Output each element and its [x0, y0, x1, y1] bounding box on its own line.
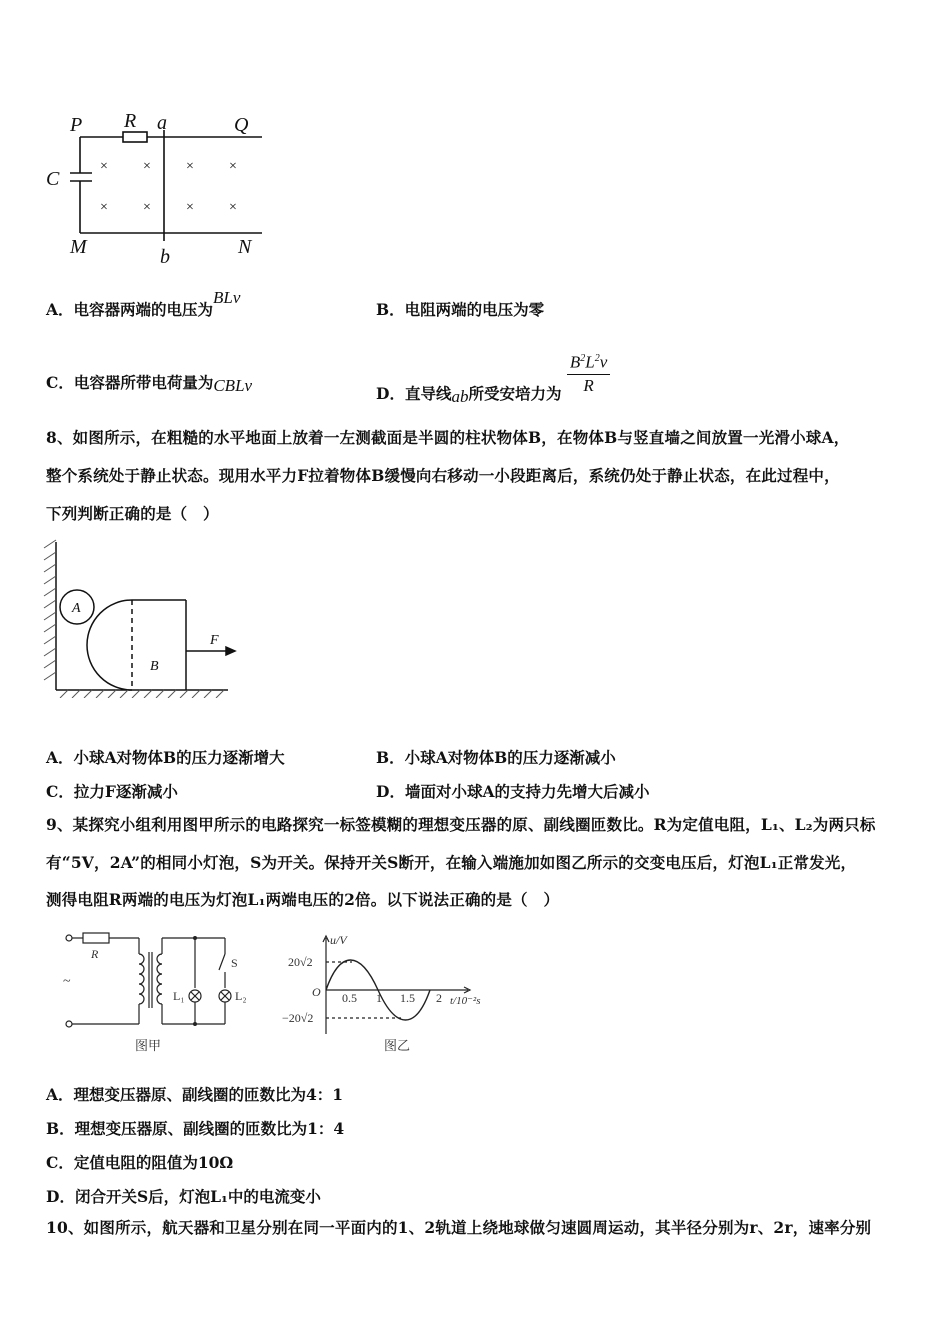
- q7-option-d-label: D．直导线: [376, 384, 452, 404]
- label-lamp-L1: L₁: [173, 989, 185, 1003]
- q8-stem-line2: 整个系统处于静止状态。现用水平力F拉着物体B缓慢向右移动一小段距离后，系统仍处于静止状态，在此过程中，: [46, 466, 840, 485]
- svg-text:×: ×: [186, 200, 194, 215]
- q9-voltage-waveform: [278, 930, 493, 1060]
- caption-figure-jia: 图甲: [135, 1038, 162, 1053]
- label-resistor-R: R: [91, 947, 99, 961]
- label-M: M: [70, 236, 87, 258]
- tick-ymax: 20√2: [288, 955, 313, 969]
- q7-option-a-math: BLv: [213, 288, 241, 307]
- q8-option-a[interactable]: A．小球A对物体B的压力逐渐增大: [46, 748, 285, 767]
- tick-1: 1: [376, 991, 382, 1005]
- q7-option-d-fraction: $\frac{B^2L^2v}{R}$: [567, 348, 610, 397]
- q7-circuit-figure: [40, 105, 280, 270]
- svg-text:×: ×: [186, 159, 194, 174]
- label-switch-S: S: [231, 956, 238, 970]
- q9-option-a[interactable]: A．理想变压器原、副线圈的匝数比为4：1: [46, 1085, 344, 1104]
- q9-stem-line2: 有“5V，2A”的相同小灯泡，S为开关。保持开关S断开，在输入端施加如图乙所示的交变电压后，灯泡L₁正常发光，: [46, 853, 857, 872]
- q7-option-c-math: CBLv: [213, 376, 253, 395]
- q7-option-d[interactable]: [376, 348, 610, 407]
- q7-option-b[interactable]: B．电阻两端的电压为零: [376, 300, 545, 319]
- label-C: C: [46, 168, 60, 190]
- q7-option-c[interactable]: [46, 371, 252, 393]
- svg-text:×: ×: [143, 159, 151, 174]
- label-lamp-L2: L₂: [235, 989, 247, 1003]
- q9-transformer-circuit: [55, 922, 270, 1060]
- q9-option-b[interactable]: B．理想变压器原、副线圈的匝数比为1：4: [46, 1119, 345, 1138]
- q9-option-c[interactable]: C．定值电阻的阻值为10Ω: [46, 1153, 234, 1172]
- q7-option-d-label2: 所受安培力为: [468, 384, 562, 404]
- q8-wall-ball-figure: [40, 538, 250, 698]
- label-P: P: [70, 114, 83, 136]
- svg-text:×: ×: [143, 200, 151, 215]
- label-body-B: B: [150, 659, 159, 674]
- svg-text:×: ×: [100, 200, 108, 215]
- q8-option-b[interactable]: B．小球A对物体B的压力逐渐减小: [376, 748, 616, 767]
- label-a: a: [157, 112, 167, 134]
- label-Q: Q: [234, 114, 249, 136]
- svg-text:×: ×: [229, 159, 237, 174]
- svg-text:×: ×: [100, 159, 108, 174]
- q8-stem-line1: 8、如图所示，在粗糙的水平地面上放着一左测截面是半圆的柱状物体B，在物体B与竖直墙之间放置一光滑小球A，: [46, 428, 850, 447]
- q10-stem-line1: 10、如图所示，航天器和卫星分别在同一平面内的1、2轨道上绕地球做匀速圆周运动，其半径分别为r、2r，速率分别: [46, 1218, 872, 1237]
- tick-ymin: −20√2: [282, 1011, 314, 1025]
- label-b: b: [160, 246, 170, 268]
- q7-option-a-label: A．电容器两端的电压为: [46, 300, 214, 319]
- q9-stem-line3: 测得电阻R两端的电压为灯泡L₁两端电压的2倍。以下说法正确的是（ ）: [46, 890, 560, 909]
- tick-2: 2: [436, 991, 442, 1005]
- q8-option-c[interactable]: C．拉力F逐渐减小: [46, 782, 178, 801]
- label-ball-A: A: [72, 601, 81, 616]
- tick-1-5: 1.5: [400, 991, 415, 1005]
- label-ac-source: ~: [63, 974, 71, 989]
- magnetic-field-crosses: [100, 159, 237, 215]
- q8-option-d[interactable]: D．墙面对小球A的支持力先增大后减小: [376, 782, 650, 801]
- q7-option-a[interactable]: [46, 288, 241, 320]
- label-R: R: [124, 110, 137, 132]
- tick-0-5: 0.5: [342, 991, 357, 1005]
- q7-option-d-ab: ab: [451, 387, 469, 407]
- q9-option-d[interactable]: D．闭合开关S后，灯泡L₁中的电流变小: [46, 1187, 321, 1206]
- label-N: N: [238, 236, 252, 258]
- svg-text:×: ×: [229, 200, 237, 215]
- label-force-F: F: [210, 633, 219, 648]
- caption-figure-yi: 图乙: [384, 1038, 411, 1053]
- q9-stem-line1: 9、某探究小组利用图甲所示的电路探究一标签模糊的理想变压器的原、副线圈匝数比。R为定值电阻，L₁、L₂为两只标: [46, 815, 876, 834]
- q8-stem-line3: 下列判断正确的是（ ）: [46, 504, 219, 523]
- axis-origin: O: [312, 985, 321, 999]
- q7-option-c-label: C．电容器所带电荷量为: [46, 373, 214, 392]
- axis-label-u: u/V: [330, 933, 347, 947]
- axis-label-t: t/10⁻²s: [450, 995, 481, 1007]
